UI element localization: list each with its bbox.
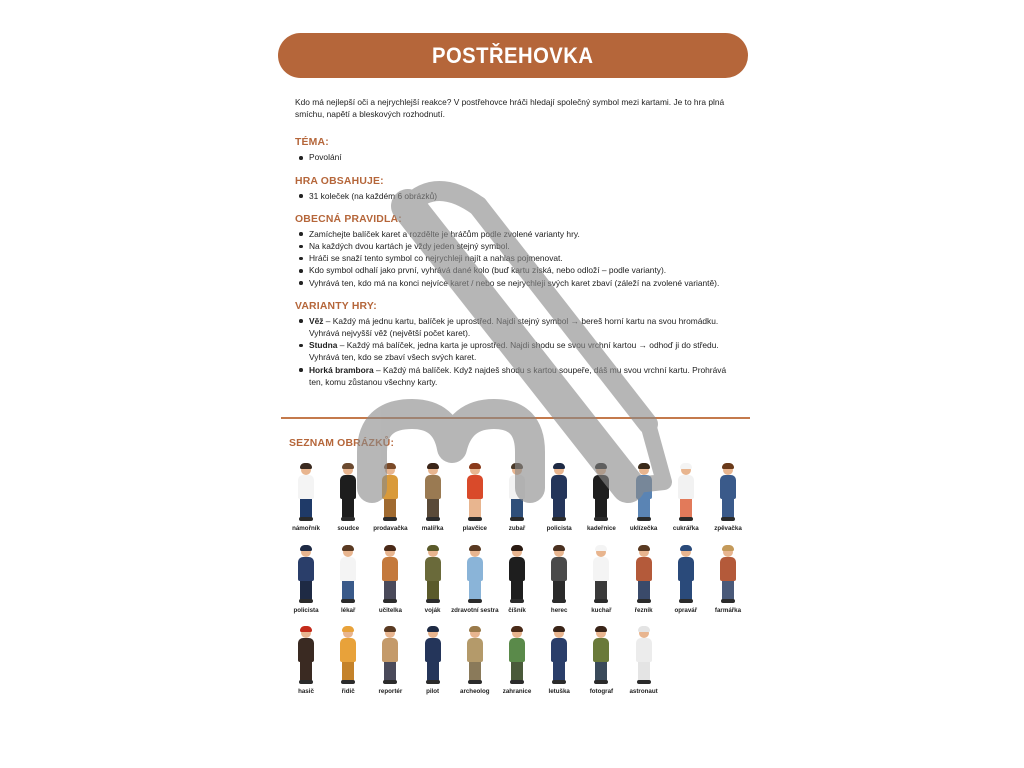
figure-legs <box>680 498 692 518</box>
figure-legs <box>342 580 354 600</box>
figure-body <box>551 557 567 581</box>
figure-hair <box>638 463 650 469</box>
figure-legs <box>553 580 565 600</box>
bus-driver-figure-icon <box>338 626 358 686</box>
soldier-figure-icon <box>423 545 443 605</box>
picture-list-item <box>494 626 540 696</box>
figure-body <box>720 475 736 499</box>
reporter-figure-icon <box>380 626 400 686</box>
picture-list-item <box>410 463 456 533</box>
sailor-figure-icon <box>296 463 316 523</box>
figure-hair <box>595 545 607 551</box>
picture-label: učitelka <box>378 607 402 614</box>
picture-list-item <box>283 463 329 533</box>
figure-body <box>382 475 398 499</box>
list-item: 31 koleček (na každém 6 obrázků) <box>295 190 735 202</box>
figure-shoes <box>299 517 313 521</box>
dentist-figure-icon <box>507 463 527 523</box>
figure-hair <box>722 545 734 551</box>
figure-body <box>340 475 356 499</box>
picture-list-item <box>452 626 498 696</box>
figure-hair <box>342 626 354 632</box>
lifeguard-figure-icon <box>465 463 485 523</box>
figure-body <box>298 557 314 581</box>
figure-shoes <box>594 680 608 684</box>
picture-list-item <box>494 545 540 615</box>
intro-paragraph: Kdo má nejlepší oči a nejrychlejší reakce? V postřehovce hráči hledají společný symbol mezi kartami. Je to hra plná smíchu, napětí a bleskových rozhodnutí. <box>295 97 725 120</box>
picture-list-item <box>283 545 329 615</box>
picture-list-item <box>283 626 329 696</box>
figure-shoes <box>468 517 482 521</box>
figure-body <box>593 475 609 499</box>
figure-body <box>467 638 483 662</box>
astronaut-figure-icon <box>634 626 654 686</box>
repairman-figure-icon <box>676 545 696 605</box>
figure-body <box>509 557 525 581</box>
figure-shoes <box>383 680 397 684</box>
farmer-figure-icon <box>718 545 738 605</box>
figure-hair <box>511 545 523 551</box>
figure-hair <box>722 463 734 469</box>
picture-list-item <box>663 545 709 615</box>
picture-list-item <box>621 545 667 615</box>
figure-legs <box>553 498 565 518</box>
variant-text: – Každý má balíček, jedna karta je uprostřed. Najdi shodu se svou vrchní kartou → odhoď ji do středu. Vyhrává ten, kdo se zbaví všech svých karet. <box>309 340 719 363</box>
picture-label: malířka <box>421 525 444 532</box>
picture-list-item <box>705 545 751 615</box>
actor-figure-icon <box>549 545 569 605</box>
figure-shoes <box>383 599 397 603</box>
variant-text: – Každý má balíček. Když najdeš shodu s kartou soupeře, dáš mu svou vrchní kartu. Prohrává ten, komu zůstanou všechny karty. <box>309 364 727 387</box>
figure-legs <box>638 580 650 600</box>
picture-label: řezník <box>634 607 653 614</box>
picture-label: pilot <box>426 688 440 695</box>
figure-body <box>720 557 736 581</box>
figure-shoes <box>594 599 608 603</box>
figure-legs <box>342 661 354 681</box>
figure-body <box>593 638 609 662</box>
picture-label: fotograf <box>589 688 614 695</box>
picture-list-item <box>663 463 709 533</box>
figure-hair <box>300 545 312 551</box>
flight-attendant-figure-icon <box>549 626 569 686</box>
figure-hair <box>469 463 481 469</box>
figure-shoes <box>637 680 651 684</box>
figure-legs <box>511 498 523 518</box>
picture-list-heading: SEZNAM OBRÁZKŮ: <box>289 438 395 449</box>
figure-body <box>678 475 694 499</box>
picture-list-item <box>325 463 371 533</box>
figure-shoes <box>552 599 566 603</box>
butcher-figure-icon <box>634 545 654 605</box>
figure-body <box>551 638 567 662</box>
figure-body <box>636 475 652 499</box>
figure-body <box>509 475 525 499</box>
figure-shoes <box>341 517 355 521</box>
picture-label: uklízečka <box>629 525 658 532</box>
picture-list-item <box>578 626 624 696</box>
picture-list-item <box>410 626 456 696</box>
figure-legs <box>469 498 481 518</box>
figure-hair <box>469 626 481 632</box>
variant-term: Horká brambora <box>309 364 374 375</box>
figure-shoes <box>468 599 482 603</box>
picture-label: lékař <box>340 607 356 614</box>
confectioner-figure-icon <box>676 463 696 523</box>
figure-shoes <box>299 680 313 684</box>
figure-body <box>382 638 398 662</box>
doctor-figure-icon <box>338 545 358 605</box>
picture-list-item <box>410 545 456 615</box>
figure-shoes <box>383 517 397 521</box>
figure-hair <box>595 463 607 469</box>
pilot-figure-icon <box>423 626 443 686</box>
picture-list-item <box>367 463 413 533</box>
figure-shoes <box>679 599 693 603</box>
figure-hair <box>384 545 396 551</box>
figure-hair <box>511 463 523 469</box>
figure-shoes <box>637 599 651 603</box>
picture-list-item <box>621 463 667 533</box>
figure-body <box>298 638 314 662</box>
archaeologist-figure-icon <box>465 626 485 686</box>
figure-body <box>678 557 694 581</box>
picture-label: kadeřnice <box>586 525 616 532</box>
picture-label: zpěvačka <box>714 525 742 532</box>
figure-shoes <box>510 680 524 684</box>
figure-shoes <box>426 517 440 521</box>
figure-hair <box>342 463 354 469</box>
picture-list-item <box>494 463 540 533</box>
list-item: Zamíchejte balíček karet a rozdělte je hráčům podle zvolené varianty hry. <box>295 228 735 240</box>
figure-hair <box>300 463 312 469</box>
picture-list-item <box>536 545 582 615</box>
figure-legs <box>300 661 312 681</box>
figure-body <box>340 638 356 662</box>
picture-list-item <box>705 463 751 533</box>
figure-shoes <box>426 599 440 603</box>
figure-body <box>593 557 609 581</box>
picture-label: zahranice <box>502 688 532 695</box>
figure-hair <box>595 626 607 632</box>
cook-figure-icon <box>591 545 611 605</box>
variant-term: Studna <box>309 340 338 351</box>
picture-list-item <box>536 626 582 696</box>
judge-figure-icon <box>338 463 358 523</box>
figure-legs <box>469 661 481 681</box>
page-title: POSTŘEHOVKA <box>432 42 594 68</box>
picture-label: kuchař <box>591 607 612 614</box>
figure-legs <box>595 661 607 681</box>
teacher-figure-icon <box>380 545 400 605</box>
nurse-figure-icon <box>465 545 485 605</box>
figure-body <box>425 475 441 499</box>
figure-body <box>551 475 567 499</box>
figure-legs <box>511 580 523 600</box>
figure-legs <box>595 580 607 600</box>
figure-body <box>467 475 483 499</box>
picture-label: námořník <box>292 525 320 532</box>
figure-shoes <box>721 599 735 603</box>
figure-shoes <box>510 517 524 521</box>
figure-shoes <box>341 599 355 603</box>
figure-hair <box>427 626 439 632</box>
figure-shoes <box>594 517 608 521</box>
section-heading: OBECNÁ PRAVIDLA: <box>295 213 402 225</box>
figure-legs <box>427 580 439 600</box>
figure-hair <box>427 463 439 469</box>
figure-body <box>636 638 652 662</box>
picture-label: zdravotní sestra <box>451 607 499 614</box>
picture-label: cukrářka <box>672 525 699 532</box>
figure-legs <box>638 498 650 518</box>
figure-body <box>636 557 652 581</box>
figure-hair <box>384 626 396 632</box>
figure-body <box>425 557 441 581</box>
figure-legs <box>595 498 607 518</box>
singer-figure-icon <box>718 463 738 523</box>
figure-body <box>425 638 441 662</box>
picture-list-item <box>325 626 371 696</box>
picture-label: zubař <box>508 525 526 532</box>
figure-legs <box>469 580 481 600</box>
figure-shoes <box>637 517 651 521</box>
picture-label: herec <box>550 607 568 614</box>
figure-body <box>467 557 483 581</box>
picture-label: opravář <box>674 607 698 614</box>
figure-hair <box>680 545 692 551</box>
picture-list-item <box>578 463 624 533</box>
picture-label: farmářka <box>714 607 742 614</box>
picture-label: prodavačka <box>373 525 408 532</box>
figure-legs <box>300 580 312 600</box>
picture-label: policista <box>546 525 572 532</box>
figure-legs <box>342 498 354 518</box>
figure-body <box>509 638 525 662</box>
figure-legs <box>722 580 734 600</box>
figure-legs <box>511 661 523 681</box>
figure-hair <box>300 626 312 632</box>
figure-legs <box>384 580 396 600</box>
picture-label: astronaut <box>629 688 658 695</box>
picture-label: hasič <box>298 688 314 695</box>
gardener-figure-icon <box>507 626 527 686</box>
figure-legs <box>427 661 439 681</box>
figure-hair <box>680 463 692 469</box>
picture-label: voják <box>424 607 441 614</box>
list-item: Vyhrává ten, kdo má na konci nejvíce karet / nebo se nejrychleji svých karet zbaví (záleží na zvolené variantě). <box>295 277 735 289</box>
figure-legs <box>427 498 439 518</box>
section-heading: HRA OBSAHUJE: <box>295 175 384 187</box>
figure-legs <box>680 580 692 600</box>
police-officer-figure-icon <box>296 545 316 605</box>
painter-figure-icon <box>423 463 443 523</box>
figure-legs <box>722 498 734 518</box>
figure-legs <box>384 661 396 681</box>
figure-shoes <box>552 517 566 521</box>
picture-label: plavčice <box>462 525 488 532</box>
figure-hair <box>553 545 565 551</box>
picture-label: reportér <box>378 688 403 695</box>
picture-list-item <box>367 626 413 696</box>
picture-list-item <box>452 463 498 533</box>
figure-shoes <box>299 599 313 603</box>
shop-assistant-figure-icon <box>380 463 400 523</box>
figure-shoes <box>552 680 566 684</box>
list-item: Kdo symbol odhalí jako první, vyhrává dané kolo (buď kartu získá, nebo odloží – podle varianty). <box>295 264 735 276</box>
variant-text: – Každý má jednu kartu, balíček je uprostřed. Najdi stejný symbol → bereš horní kartu na svou hromádku. Vyhrává nejvyšší věž (největší počet karet). <box>309 315 719 339</box>
figure-hair <box>469 545 481 551</box>
figure-hair <box>427 545 439 551</box>
figure-shoes <box>468 680 482 684</box>
picture-label: letuška <box>548 688 570 695</box>
hairdresser-figure-icon <box>591 463 611 523</box>
figure-body <box>340 557 356 581</box>
cleaner-figure-icon <box>634 463 654 523</box>
picture-list-item <box>325 545 371 615</box>
waiter-figure-icon <box>507 545 527 605</box>
section-heading: TÉMA: <box>295 137 329 149</box>
section-heading: VARIANTY HRY: <box>295 300 377 312</box>
picture-label: řidič <box>341 688 355 695</box>
figure-hair <box>384 463 396 469</box>
figure-body <box>298 475 314 499</box>
figure-shoes <box>679 517 693 521</box>
figure-hair <box>638 545 650 551</box>
picture-label: policista <box>293 607 319 614</box>
figure-legs <box>638 661 650 681</box>
figure-shoes <box>426 680 440 684</box>
photographer-figure-icon <box>591 626 611 686</box>
picture-label: číšník <box>508 607 526 614</box>
figure-hair <box>638 626 650 632</box>
picture-label: archeolog <box>460 688 490 695</box>
figure-body <box>382 557 398 581</box>
picture-list-item <box>621 626 667 696</box>
figure-hair <box>511 626 523 632</box>
picture-list-item <box>452 545 498 615</box>
figure-hair <box>553 626 565 632</box>
picture-list-item <box>536 463 582 533</box>
figure-legs <box>300 498 312 518</box>
picture-label: soudce <box>337 525 360 532</box>
figure-shoes <box>510 599 524 603</box>
figure-hair <box>342 545 354 551</box>
picture-list-item <box>578 545 624 615</box>
police-officer-figure-icon <box>549 463 569 523</box>
firefighter-figure-icon <box>296 626 316 686</box>
figure-legs <box>384 498 396 518</box>
figure-shoes <box>341 680 355 684</box>
list-item: Povolání <box>295 151 735 163</box>
list-item: Na každých dvou kartách je vždy jeden stejný symbol. <box>295 240 735 252</box>
figure-hair <box>553 463 565 469</box>
variant-term: Věž <box>309 315 324 326</box>
list-item: Hráči se snaží tento symbol co nejrychleji najít a nahlas pojmenovat. <box>295 252 735 264</box>
picture-list-item <box>367 545 413 615</box>
figure-legs <box>553 661 565 681</box>
figure-shoes <box>721 517 735 521</box>
